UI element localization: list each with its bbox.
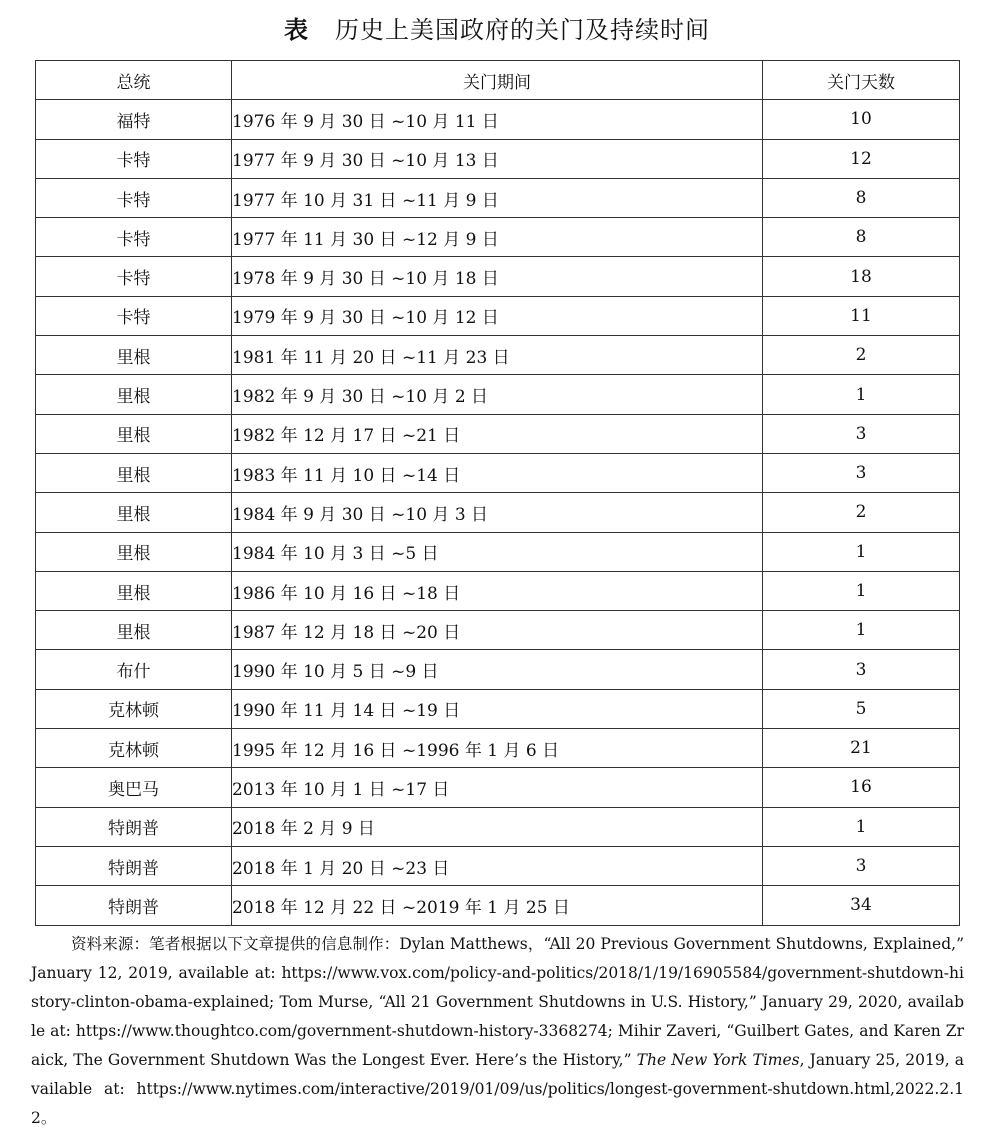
cell-president: 里根 xyxy=(36,532,232,571)
table-title-label: 表 xyxy=(284,15,309,44)
table-row xyxy=(36,650,960,689)
source-note xyxy=(31,930,964,1133)
cell-period: 2018 年 12 月 22 日 ~2019 年 1 月 25 日 xyxy=(232,886,763,925)
cell-days: 2 xyxy=(763,336,960,375)
cell-days: 10 xyxy=(763,100,960,139)
table-row xyxy=(36,689,960,728)
table-row xyxy=(36,139,960,178)
cell-president: 里根 xyxy=(36,375,232,414)
table-row xyxy=(36,257,960,296)
source-text-part1: 资料来源：笔者根据以下文章提供的信息制作：Dylan Matthews，“All 20 Previous Government Shutdowns, Explained,” January 12, 2019, available at: https://www.vox.com/policy-and-politics/2018/1/19/16905584/government-shutdown-history-clinton-obama-explained; Tom Murse, “All 21 Government Shutdowns in U.S. History,” January 29, 2020, available at: https://www.thoughtco.com/government-shutdown-history-3368274; Mihir Zaveri, “Guilbert Gates, and Karen Zraick, The Government Shutdown Was the Longest Ever. Here’s the History,” xyxy=(31,935,964,1069)
cell-period: 1982 年 12 月 17 日 ~21 日 xyxy=(232,414,763,453)
cell-days: 8 xyxy=(763,178,960,217)
cell-president: 里根 xyxy=(36,493,232,532)
cell-days: 16 xyxy=(763,768,960,807)
cell-president: 特朗普 xyxy=(36,886,232,925)
cell-days: 1 xyxy=(763,611,960,650)
table-row xyxy=(36,453,960,492)
cell-period: 2018 年 1 月 20 日 ~23 日 xyxy=(232,846,763,885)
cell-period: 1987 年 12 月 18 日 ~20 日 xyxy=(232,611,763,650)
cell-days: 3 xyxy=(763,453,960,492)
cell-president: 卡特 xyxy=(36,139,232,178)
cell-period: 1990 年 10 月 5 日 ~9 日 xyxy=(232,650,763,689)
cell-period: 1984 年 10 月 3 日 ~5 日 xyxy=(232,532,763,571)
cell-president: 克林顿 xyxy=(36,689,232,728)
table-header-row xyxy=(36,61,960,100)
cell-period: 2013 年 10 月 1 日 ~17 日 xyxy=(232,768,763,807)
cell-days: 12 xyxy=(763,139,960,178)
cell-period: 1982 年 9 月 30 日 ~10 月 2 日 xyxy=(232,375,763,414)
cell-period: 1976 年 9 月 30 日 ~10 月 11 日 xyxy=(232,100,763,139)
table-row xyxy=(36,218,960,257)
cell-president: 里根 xyxy=(36,414,232,453)
cell-president: 里根 xyxy=(36,571,232,610)
cell-period: 1978 年 9 月 30 日 ~10 月 18 日 xyxy=(232,257,763,296)
cell-period: 1995 年 12 月 16 日 ~1996 年 1 月 6 日 xyxy=(232,729,763,768)
cell-president: 福特 xyxy=(36,100,232,139)
table-row xyxy=(36,296,960,335)
cell-president: 特朗普 xyxy=(36,807,232,846)
cell-president: 卡特 xyxy=(36,178,232,217)
cell-days: 3 xyxy=(763,650,960,689)
cell-days: 8 xyxy=(763,218,960,257)
table-title-text: 历史上美国政府的关门及持续时间 xyxy=(335,16,710,44)
cell-period: 1977 年 10 月 31 日 ~11 月 9 日 xyxy=(232,178,763,217)
cell-period: 1986 年 10 月 16 日 ~18 日 xyxy=(232,571,763,610)
cell-period: 1977 年 9 月 30 日 ~10 月 13 日 xyxy=(232,139,763,178)
table-row xyxy=(36,375,960,414)
cell-period: 1990 年 11 月 14 日 ~19 日 xyxy=(232,689,763,728)
cell-president: 布什 xyxy=(36,650,232,689)
table-body xyxy=(36,100,960,925)
table-row xyxy=(36,571,960,610)
shutdown-table xyxy=(35,60,960,926)
cell-days: 1 xyxy=(763,375,960,414)
cell-days: 3 xyxy=(763,414,960,453)
cell-president: 卡特 xyxy=(36,218,232,257)
table-row xyxy=(36,178,960,217)
cell-days: 18 xyxy=(763,257,960,296)
cell-days: 3 xyxy=(763,846,960,885)
cell-president: 卡特 xyxy=(36,257,232,296)
cell-period: 1981 年 11 月 20 日 ~11 月 23 日 xyxy=(232,336,763,375)
cell-period: 1983 年 11 月 10 日 ~14 日 xyxy=(232,453,763,492)
table-row xyxy=(36,611,960,650)
cell-days: 1 xyxy=(763,807,960,846)
table-row xyxy=(36,532,960,571)
header-period: 关门期间 xyxy=(232,61,763,100)
cell-president: 里根 xyxy=(36,453,232,492)
source-publication: The New York Times xyxy=(636,1051,800,1069)
cell-president: 奥巴马 xyxy=(36,768,232,807)
cell-days: 1 xyxy=(763,532,960,571)
table-row xyxy=(36,414,960,453)
cell-president: 里根 xyxy=(36,336,232,375)
cell-days: 5 xyxy=(763,689,960,728)
table-title xyxy=(0,14,994,46)
cell-president: 里根 xyxy=(36,611,232,650)
table-row xyxy=(36,807,960,846)
cell-days: 11 xyxy=(763,296,960,335)
table-row xyxy=(36,100,960,139)
cell-days: 1 xyxy=(763,571,960,610)
cell-days: 21 xyxy=(763,729,960,768)
cell-days: 2 xyxy=(763,493,960,532)
header-president: 总统 xyxy=(36,61,232,100)
table-row xyxy=(36,768,960,807)
cell-president: 特朗普 xyxy=(36,846,232,885)
table-row xyxy=(36,846,960,885)
source-text-part2: , January 25, 2019, available at: https://www.nytimes.com/interactive/2019/01/09/us/politics/longest-government-shutdown.html,2022.2.12。 xyxy=(31,1051,964,1127)
cell-period: 1977 年 11 月 30 日 ~12 月 9 日 xyxy=(232,218,763,257)
cell-days: 34 xyxy=(763,886,960,925)
cell-period: 1984 年 9 月 30 日 ~10 月 3 日 xyxy=(232,493,763,532)
table-row xyxy=(36,336,960,375)
table-row xyxy=(36,729,960,768)
cell-period: 1979 年 9 月 30 日 ~10 月 12 日 xyxy=(232,296,763,335)
cell-period: 2018 年 2 月 9 日 xyxy=(232,807,763,846)
table-row xyxy=(36,493,960,532)
cell-president: 卡特 xyxy=(36,296,232,335)
header-days: 关门天数 xyxy=(763,61,960,100)
cell-president: 克林顿 xyxy=(36,729,232,768)
table-row xyxy=(36,886,960,925)
